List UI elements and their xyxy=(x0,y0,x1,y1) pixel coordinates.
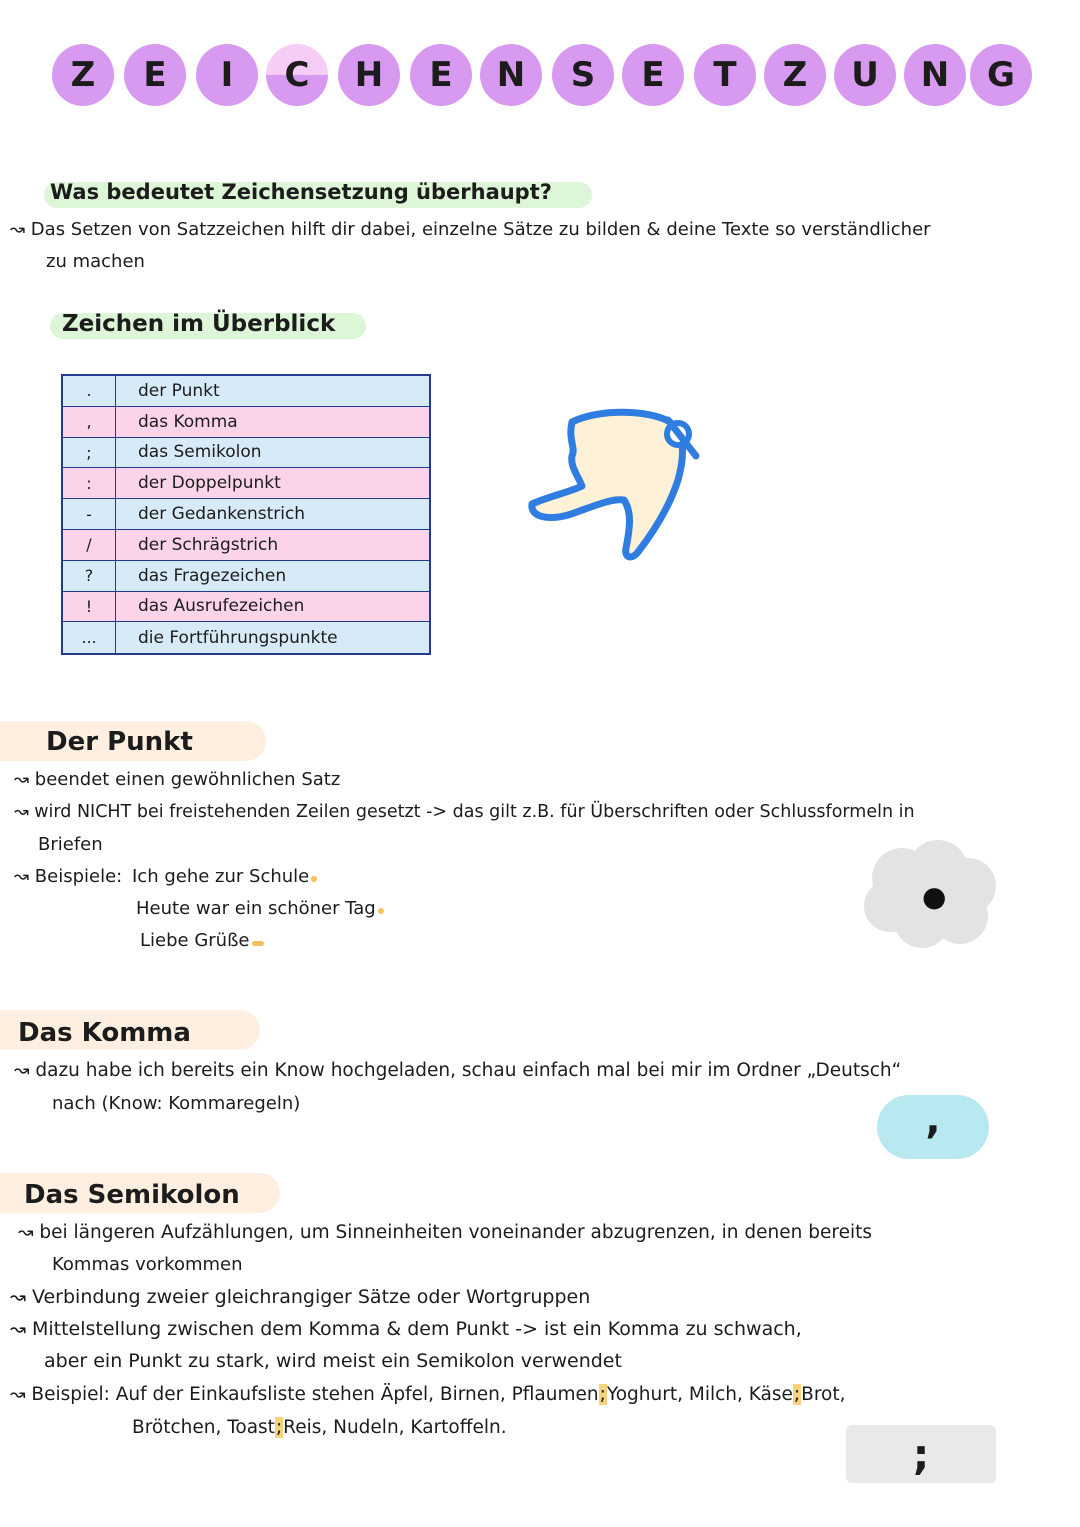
title-letter: E xyxy=(622,44,684,106)
semikolon-badge-symbol: ; xyxy=(912,1429,930,1479)
title-letter: S xyxy=(552,44,614,106)
title-letter: Z xyxy=(52,44,114,106)
table-row xyxy=(63,622,429,653)
table-row xyxy=(63,407,429,438)
table-row xyxy=(63,468,429,499)
punctuation-table xyxy=(61,374,431,655)
table-row xyxy=(63,438,429,469)
overview-heading: Zeichen im Überblick xyxy=(62,311,336,337)
komma-badge-symbol: , xyxy=(925,1097,941,1143)
intro-answer-line1: ↝ Das Setzen von Satzzeichen hilft dir dabei, einzelne Sätze zu bilden & deine Texte so verständlicher xyxy=(10,219,931,240)
punctuation-symbol: / xyxy=(63,530,116,560)
title-letter: C xyxy=(266,44,328,106)
komma-badge xyxy=(877,1095,989,1159)
title-letter: E xyxy=(124,44,186,106)
punctuation-name: der Doppelpunkt xyxy=(138,473,281,494)
semikolon-line3: ↝ Verbindung zweier gleichrangiger Sätze oder Wortgruppen xyxy=(10,1286,591,1308)
semikolon-example-line1: ↝ Beispiel: Auf der Einkaufsliste stehen Äpfel, Birnen, Pflaumen;Yoghurt, Milch, Käse;Brot, xyxy=(10,1384,846,1405)
semikolon-example-line2: Brötchen, Toast;Reis, Nudeln, Kartoffeln. xyxy=(132,1417,507,1438)
semikolon-line2: Kommas vorkommen xyxy=(52,1254,243,1275)
punkt-example-1: Ich gehe zur Schule xyxy=(132,866,317,887)
title-letter: Z xyxy=(764,44,826,106)
punctuation-name: der Schrägstrich xyxy=(138,534,279,555)
intro-question: Was bedeutet Zeichensetzung überhaupt? xyxy=(50,180,552,204)
punctuation-name: das Semikolon xyxy=(138,442,262,463)
komma-heading: Das Komma xyxy=(18,1018,191,1048)
table-row xyxy=(63,561,429,592)
title-letter: E xyxy=(410,44,472,106)
punkt-badge-symbol: ● xyxy=(922,880,947,913)
punkt-heading: Der Punkt xyxy=(46,727,193,757)
tooth-illustration xyxy=(520,400,710,570)
punkt-line2: ↝ wird NICHT bei freistehenden Zeilen gesetzt -> das gilt z.B. für Überschriften oder Schlussformeln in xyxy=(14,802,915,822)
punkt-example-3: Liebe Grüße xyxy=(140,930,264,951)
punkt-example-2: Heute war ein schöner Tag xyxy=(136,898,384,919)
punctuation-symbol: : xyxy=(63,468,116,498)
table-row xyxy=(63,499,429,530)
punctuation-symbol: ! xyxy=(63,592,116,622)
punctuation-symbol: ? xyxy=(63,561,116,591)
komma-line1: ↝ dazu habe ich bereits ein Know hochgeladen, schau einfach mal bei mir im Ordner „Deutsch“ xyxy=(14,1060,902,1081)
title-letter: T xyxy=(694,44,756,106)
komma-line2: nach (Know: Kommaregeln) xyxy=(52,1093,301,1114)
table-row xyxy=(63,592,429,623)
title-letter: H xyxy=(338,44,400,106)
punkt-examples-label: ↝ Beispiele: xyxy=(14,866,123,887)
semikolon-badge xyxy=(846,1425,996,1483)
table-row xyxy=(63,376,429,407)
title-letter: U xyxy=(834,44,896,106)
punctuation-name: der Punkt xyxy=(138,380,220,401)
semikolon-line5: aber ein Punkt zu stark, wird meist ein Semikolon verwendet xyxy=(44,1350,622,1372)
semikolon-line1: ↝ bei längeren Aufzählungen, um Sinneinheiten voneinander abzugrenzen, in denen bereits xyxy=(18,1222,872,1243)
punctuation-symbol: - xyxy=(63,499,116,529)
semikolon-heading: Das Semikolon xyxy=(24,1180,240,1210)
punctuation-symbol: , xyxy=(63,407,116,437)
punkt-line1: ↝ beendet einen gewöhnlichen Satz xyxy=(14,769,341,790)
title-letter: N xyxy=(480,44,542,106)
table-row xyxy=(63,530,429,561)
title-letter: N xyxy=(904,44,966,106)
punctuation-name: die Fortführungspunkte xyxy=(138,627,338,648)
punctuation-name: der Gedankenstrich xyxy=(138,504,306,525)
punkt-line3: Briefen xyxy=(38,834,103,855)
punctuation-symbol: ; xyxy=(63,438,116,468)
title-letter: I xyxy=(196,44,258,106)
intro-answer-line2: zu machen xyxy=(46,251,145,272)
punctuation-name: das Ausrufezeichen xyxy=(138,596,305,617)
semikolon-line4: ↝ Mittelstellung zwischen dem Komma & dem Punkt -> ist ein Komma zu schwach, xyxy=(10,1318,802,1340)
punctuation-name: das Fragezeichen xyxy=(138,565,287,586)
punctuation-name: das Komma xyxy=(138,411,238,432)
punctuation-symbol: ... xyxy=(63,622,116,653)
punctuation-symbol: . xyxy=(63,376,116,406)
title-letter: G xyxy=(970,44,1032,106)
